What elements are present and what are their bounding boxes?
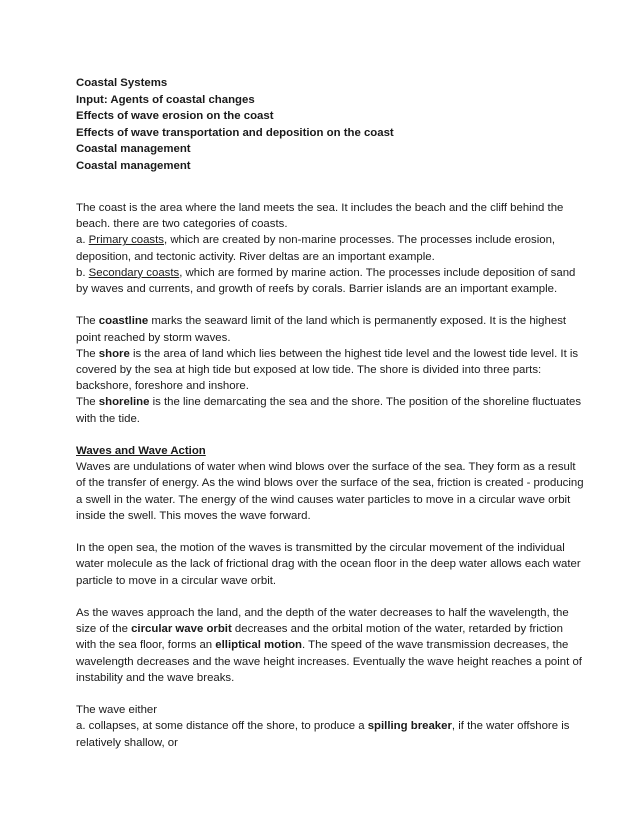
- intro-paragraph: The coast is the area where the land meets the sea. It includes the beach and the cliff behind the beach. there are two categories of coasts.: [76, 202, 564, 231]
- open-sea-paragraph: In the open sea, the motion of the waves is transmitted by the circular movement of the individual water molecule as the lack of frictional drag with the ocean floor in the deep water allows each water particle to move in a circular wave orbit.: [76, 542, 581, 587]
- document-body: [76, 200, 584, 751]
- shore-definition: The shore is the area of land which lies between the highest tide level and the lowest tide level. It is covered by the sea at high tide but exposed at low tide. The shore is divided into three parts: backshore, foreshore and inshore.: [76, 347, 579, 393]
- shoreline-definition: The shoreline is the line demarcating the sea and the shore. The position of the shoreline fluctuates with the tide.: [76, 396, 582, 425]
- toc-item: Coastal management: [76, 143, 191, 156]
- toc-item: Effects of wave transportation and deposition on the coast: [76, 126, 394, 139]
- primary-coasts-link[interactable]: Primary coasts: [88, 234, 164, 247]
- toc-item: Coastal management: [76, 159, 191, 172]
- collapse-paragraph: a. collapses, at some distance off the shore, to produce a spilling breaker, if the water offshore is relatively shallow, or: [76, 720, 570, 749]
- wave-either-line: The wave either: [76, 704, 158, 717]
- toc-item: Coastal Systems: [76, 77, 168, 89]
- approach-paragraph: As the waves approach the land, and the depth of the water decreases to half the wavelength, the size of the circular wave orbit decreases and the orbital motion of the water, retarded by friction with the sea floor, forms an elliptical motion. The speed of the wave transmission decreases, the wavelength decreases and the wave height increases. Eventually the wave height reaches a point of instability and the wave breaks.: [76, 607, 582, 684]
- waves-paragraph: Waves are undulations of water when wind blows over the surface of the sea. They form as a result of the transfer of energy. As the wind blows over the surface of the sea, friction is created - producing a swell in the water. The energy of the wind causes water particles to move in a circular wave orbit inside the swell. This moves the wave forward.: [76, 461, 584, 522]
- section-heading: Waves and Wave Action: [76, 445, 206, 458]
- table-of-contents: [76, 75, 596, 175]
- coastline-definition: The coastline marks the seaward limit of the land which is permanently exposed. It is the highest point reached by storm waves.: [76, 315, 567, 344]
- toc-item: Effects of wave erosion on the coast: [76, 110, 274, 123]
- secondary-coasts-item: b. Secondary coasts, which are formed by marine action. The processes include deposition of sand by waves and currents, and growth of reefs by corals. Barrier islands are an important example.: [76, 266, 576, 296]
- toc-item: Input: Agents of coastal changes: [76, 93, 255, 106]
- secondary-coasts-link[interactable]: Secondary coasts: [88, 266, 180, 279]
- primary-coasts-item: a. Primary coasts, which are created by non-marine processes. The processes include erosion, deposition, and tectonic activity. River deltas are an important example.: [76, 234, 556, 263]
